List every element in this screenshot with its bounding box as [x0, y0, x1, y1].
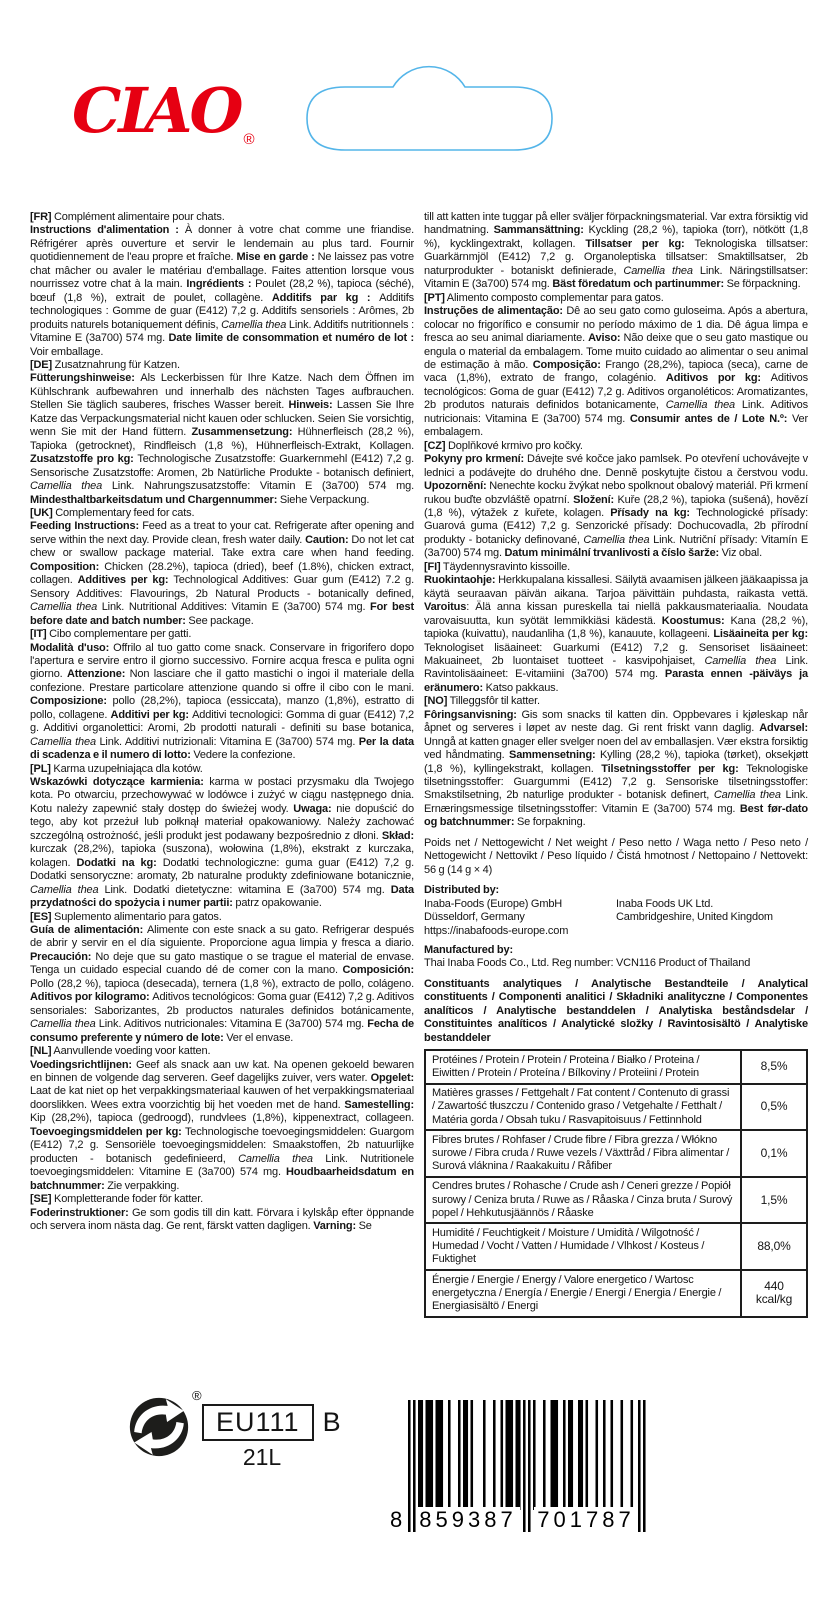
analytical-row-value: 0,5%	[741, 1084, 807, 1131]
text-run: Technologische toevoegingsmiddelen: Guargom (E412) 7,2 g. Sensoriële toevoegingsmiddelen: Smaakstoffen, 2b natuurlijke producten - botanisch gedefinieerd,	[30, 1125, 415, 1165]
text-run: Koostumus:	[661, 614, 731, 627]
right-language-sections	[424, 211, 808, 830]
text-run: Additifs par kg :	[271, 291, 380, 304]
text-run: Non lasciare che il gatto mastichi o ingoi il materiale della confezione. Prestare particolare attenzione quando si offre il cibo con le mani.	[30, 668, 414, 694]
text-run: Lassen Sie Ihre Katze das Verpackungsmaterial nicht kauen oder schlucken. Seien Sie vorsichtig, wenn Sie mit der Hand füttern.	[30, 399, 414, 439]
section-se-header	[30, 1193, 414, 1206]
section-es-header	[30, 911, 414, 924]
section-se-cont-body	[424, 211, 808, 292]
table-row	[425, 1050, 807, 1083]
text-run: [CZ]	[424, 439, 446, 452]
distributor-website: https://inabafoods-europe.com	[424, 924, 569, 937]
text-run: Poulet (28,2 %), tapioca (séché), bœuf (1,8 %), extrait de poulet, collagène.	[30, 278, 414, 304]
text-run: Link. Additifs nutritionnels : Vitamine E (3a700) 574 mg.	[30, 318, 414, 345]
text-run: Přísady na kg:	[610, 506, 697, 519]
text-run: Voir emballage.	[30, 345, 104, 358]
text-run: [DE]	[30, 358, 53, 371]
text-run: Uwaga:	[293, 802, 337, 815]
text-run: kurczak (28,2%), tapioka (suszona), wołowina (1,8%), ekstrakt z kurczaka, kolagen.	[30, 843, 414, 869]
text-run: Foderinstruktioner:	[30, 1206, 132, 1219]
text-run: Modalità d'uso:	[30, 641, 114, 654]
text-run: Camellia thea	[30, 883, 99, 896]
text-run: Alimente con este snack a su gato. Refrigerar después de abrir y servir en el día siguiente. Proporcione agua limpia y fresca a diario.	[30, 924, 414, 950]
net-weight-text: Poids net / Nettogewicht / Net weight / Peso netto / Waga netto / Peso neto / Nettogewicht / Nettovikt / Peso líquido / Čistá hmotnost / Nettopaino / Nettovekt: 56 g (14 g × 4)	[424, 836, 808, 876]
brand-logo-text: CIAO	[72, 74, 241, 147]
text-run: Precaución:	[30, 950, 96, 963]
distributed-by-heading: Distributed by:	[424, 884, 500, 897]
text-run: Attenzione:	[66, 668, 130, 681]
text-run: [SE]	[30, 1193, 52, 1206]
barcode-digits-right: 701787	[534, 1507, 638, 1533]
die-cut-window-outline	[305, 62, 555, 157]
text-run: Instruções de alimentação:	[424, 305, 567, 318]
text-run: Aditivos tecnológicos: Goma de guar (E412) 7,2 g. Aditivos organoléticos: Aromatizantes, 2b produtos naturais definidos botanicamente,	[424, 372, 808, 412]
analytical-row-value: 1,5%	[741, 1177, 807, 1224]
section-de-header	[30, 359, 414, 372]
text-run: Camellia thea	[704, 654, 777, 667]
text-run: Datum minimální trvanlivosti a číslo šarže:	[504, 547, 722, 560]
production-line-code: 21L	[242, 1444, 282, 1470]
text-run: Kyckling (28,2 %), tapioka (torr), nötkött (1,8 %), kycklingextrakt, kollagen.	[424, 224, 809, 250]
text-run: Frango (28,2%), tapioca (seca), carne de vaca (1,8%), extrato de frango, colagénio.	[424, 358, 809, 385]
text-run: Houdbaarheidsdatum en batchnummer:	[30, 1166, 414, 1192]
text-run: Aditivos por kg:	[665, 372, 771, 385]
text-run: Link. Aditivos nutricionales: Vitamina E (3a700) 574 mg.	[95, 1018, 368, 1031]
text-run: Varning:	[313, 1219, 359, 1232]
text-run: Nenechte kocku žvýkat nebo spolknout obalový materiál. Při krmení rukou buďte obzvláště opatrní.	[424, 480, 808, 506]
text-run: Voedingsrichtlijnen:	[30, 1058, 136, 1071]
text-run: Teknologiska tillsatser: Guarkärnmjöl (E412) 7,2 g. Organoleptiska tillsatser: Smaktillsatser, 2b naturprodukter - botaniskt definierade,	[424, 237, 809, 277]
text-run: Feed as a treat to your cat. Refrigerate after opening and serve within the next day. Provide clean, fresh water daily.	[30, 520, 414, 546]
analytical-row-label: Protéines / Protein / Protein / Proteina / Białko / Proteina / Eiwitten / Protein / Proteína / Bílkoviny / Proteiini / Protein	[425, 1050, 741, 1083]
text-run: Link. Nahrungszusatzstoffe: Vitamin E (3a700) 574 mg.	[102, 480, 414, 493]
section-pl-header	[30, 763, 414, 776]
text-run: Link. Ernæringsmessige tilsetningsstoffer: Vitamin E (3a700) 574 mg.	[424, 789, 809, 815]
distributor-eu-name: Inaba-Foods (Europe) GmbH	[424, 897, 563, 910]
text-run: [FR]	[30, 211, 52, 223]
analytical-row-label: Énergie / Energie / Energy / Valore energetico / Wartosc energetyczna / Energía / Energie / Energi / Energia / Energie / Energiasisältö / Energi	[425, 1270, 741, 1317]
text-run: Composizione:	[30, 695, 113, 708]
text-run: Additivi tecnologici: Gomma di guar (E412) 7,2 g. Additivi organolettici: Aromi, 2b prodotti naturali - definiti su base botanica,	[30, 708, 415, 735]
text-run: [IT]	[30, 628, 47, 641]
text-run: Complementary feed for cats.	[52, 506, 195, 519]
analytical-constituents-table	[424, 1049, 808, 1317]
text-run: Täydennysravinto kissoille.	[440, 560, 571, 573]
text-run: Varoitus	[424, 601, 467, 614]
text-run: Samestelling:	[344, 1098, 414, 1111]
table-row	[425, 1177, 807, 1224]
text-run: See package.	[188, 614, 254, 627]
text-run: À donner à votre chat comme une friandise. Réfrigérer après ouverture et servir le lendemain au plus tard. Fournir quotidiennement de l'eau propre et fraîche.	[30, 224, 414, 264]
text-run: Best før-dato og batchnummer:	[424, 802, 808, 829]
section-nl-header	[30, 1045, 414, 1058]
section-no-header	[424, 695, 808, 708]
text-run: Dodatki technologiczne: guma guar (E412) 7,2 g. Dodatki sensoryczne: aromaty, 2b naturalne produkty zdefiniowane botanicznie,	[30, 856, 414, 883]
text-run: Aditivos por kilogramo:	[30, 991, 153, 1004]
text-run: Chicken (28.2%), tapioca (dried), beef (1.8%), chicken extract, collagen.	[30, 560, 414, 587]
text-run: Alimento composto complementar para gatos.	[444, 291, 664, 304]
text-run: Instructions d'alimentation :	[30, 224, 185, 237]
registered-trademark-icon: ®	[243, 131, 255, 148]
text-run: Zie verpakking.	[107, 1179, 180, 1192]
text-run: Cibo complementare per gatti.	[46, 628, 192, 641]
table-row	[425, 1084, 807, 1131]
text-run: Sammansättning:	[493, 224, 589, 237]
section-no-body	[424, 709, 808, 830]
text-run: Ingrédients :	[186, 278, 256, 291]
text-column-left	[30, 211, 414, 1233]
section-fi-body	[424, 574, 808, 695]
text-run: [NL]	[30, 1045, 52, 1058]
section-de-body	[30, 372, 414, 507]
text-run: Link. Nutritional Additives: Vitamin E (3a700) 574 mg.	[97, 601, 371, 614]
text-run: Link. Nutritionele toevoegingsmiddelen: Vitamine E (3a700) 574 mg.	[30, 1152, 415, 1179]
table-row	[425, 1223, 807, 1270]
text-run: Gis som snacks til katten din. Oppbevares i kjøleskap når åpnet og serveres i løpet av neste dag. Gi rent friskt vann daglig.	[424, 708, 808, 735]
text-run: Date limite de consommation et numéro de lot :	[168, 332, 414, 345]
text-run: Não deixe que o seu gato mastique ou engula o material da embalagem. Tome muito cuidado ao alimentar o seu animal de estimação à mão.	[424, 332, 808, 371]
text-run: Camellia thea	[623, 264, 693, 277]
text-run: Camellia thea	[30, 735, 96, 748]
distributor-eu-city: Düsseldorf, Germany	[424, 911, 525, 924]
text-run: Ver el envase.	[226, 1031, 294, 1044]
text-run: Aanvullende voeding voor katten.	[51, 1045, 211, 1058]
text-run: Doplňkové krmivo pro kočky.	[445, 439, 583, 452]
text-run: Link. Näringstillsatser: Vitamin E (3a700) 574 mg.	[424, 264, 808, 291]
section-fr-header	[30, 211, 414, 224]
text-run: [PT]	[424, 291, 445, 304]
text-run: Lisäaineita per kg:	[713, 628, 809, 641]
text-run: Siehe Verpackung.	[279, 493, 370, 506]
approval-code-block	[202, 1404, 382, 1471]
section-pl-body	[30, 776, 414, 911]
text-run: Kompletterande foder för katter.	[51, 1193, 204, 1206]
text-run: Consumir antes de / Lote N.º:	[629, 412, 792, 425]
text-run: Pokyny pro krmení:	[424, 453, 528, 466]
section-pt-header	[424, 292, 808, 305]
text-run: Additifs technologiques : Gomme de guar (E412) 7,2 g. Additifs sensoriels : Arômes, 2b produits naturels botaniquement définis,	[30, 291, 414, 331]
text-run: Link. Dodatki dietetyczne: witamina E (3a700) 574 mg.	[98, 883, 391, 896]
text-run: Composition:	[30, 560, 105, 573]
text-run: Link. Ravintolisäaineet: E-vitamiini (3a700) 574 mg.	[424, 654, 808, 681]
text-run: Aditivos tecnológicos: Goma guar (E412) 7,2 g. Aditivos sensoriales: Saborizantes, 2b productos naturales definidos botánicamente,	[30, 991, 414, 1017]
analytical-row-value: 88,0%	[741, 1223, 807, 1270]
text-run: Fütterungshinweise:	[30, 372, 141, 385]
text-run: Camellia thea	[238, 1152, 313, 1165]
brand-logo	[72, 74, 255, 148]
barcode-digits-left: 859387	[416, 1507, 520, 1533]
text-run: For best before date and batch number:	[30, 601, 414, 627]
text-run: Zusatznahrung für Katzen.	[52, 358, 180, 371]
text-run: Camellia thea	[583, 533, 650, 546]
text-run: Offrilo al tuo gatto come snack. Conservare in frigorifero dopo l'apertura e servire entro il giorno successivo. Fornire acqua fresca e pulita ogni giorno.	[30, 641, 415, 681]
text-run: Tilleggsfôr til katter.	[447, 695, 540, 708]
text-run: Dodatki na kg:	[76, 856, 163, 869]
text-run: Ne laissez pas votre chat mâcher ou avaler le matériau d'emballage. Faites attention lorsque vous nourrissez votre chat à la main.	[30, 251, 414, 291]
table-row	[425, 1270, 807, 1317]
text-run: Zusatzstoffe pro kg:	[30, 453, 138, 466]
text-run: Per la data di scadenza e il numero di lotto:	[30, 735, 414, 762]
text-run: Suplemento alimentario para gatos.	[51, 910, 222, 923]
text-run: Link. Aditivos nutricionais: Vitamina E (3a700) 574 mg.	[424, 399, 808, 425]
text-run: Viz obal.	[721, 547, 762, 560]
analytical-row-label: Cendres brutes / Rohasche / Crude ash / Ceneri grezze / Popiół surowy / Ceniza bruta / Ruwe as / Råaska / Cinza bruta / Surový popel / Hehkutusjäännös / Råaske	[425, 1177, 741, 1224]
text-run: Se forpakning.	[516, 816, 586, 829]
analytical-row-label: Fibres brutes / Rohfaser / Crude fibre / Fibra grezza / Włókno surowe / Fibra cruda / Ruwe vezels / Växttråd / Fibra alimentar / Surová vláknina / Raakakuitu / Råfiber	[425, 1130, 741, 1177]
text-run: Fôringsanvisning:	[424, 708, 522, 721]
text-run: Do not let cat chew or swallow package material. Take extra care when hand feeding.	[30, 533, 414, 560]
text-run: Camellia thea	[665, 399, 736, 412]
text-run: Link. Nutriční přísady: Vitamín E (3a700) 574 mg.	[424, 533, 809, 560]
text-run: Hinweis:	[288, 399, 337, 412]
text-run: Als Leckerbissen für Ihre Katze. Nach dem Öffnen im Kühlschrank aufbewahren und innerhalb des nächsten Tages aufbrauchen. Stellen Sie täglich sauberes, frisches Wasser bereit.	[30, 372, 414, 412]
text-run: Link. Additivi nutrizionali: Vitamina E (3a700) 574 mg.	[95, 735, 359, 748]
section-it-body	[30, 642, 414, 763]
text-run: Wskazówki dotyczące karmienia:	[30, 776, 210, 789]
text-run: Kuře (28,2 %), tapioka (sušená), hovězí (1,8 %), výtažek z kuřete, kolagen.	[424, 493, 808, 519]
text-run: Kip (28,2%), tapioca (gedroogd), rundvlees (1,8%), kippenextract, collageen.	[30, 1112, 414, 1125]
text-run: Dê ao seu gato como guloseima. Após a abertura, colocar no frigorífico e consumir no período máximo de 1 dia. Dê água limpa e fresca ao seu animal diariamente.	[424, 305, 808, 345]
section-pt-body	[424, 305, 808, 440]
table-row	[425, 1130, 807, 1177]
text-run: Advarsel:	[759, 722, 808, 735]
section-fi-header	[424, 561, 808, 574]
text-run: Zusammensetzung:	[191, 426, 298, 439]
text-run: Composição:	[532, 358, 606, 371]
eu-approval-code-box: EU111	[202, 1404, 314, 1441]
section-cz-header	[424, 440, 808, 453]
text-run: Parasta ennen -päiväys ja eränumero:	[424, 668, 808, 694]
text-run: Mise en garde :	[236, 251, 318, 264]
text-run: Camellia thea	[30, 601, 98, 614]
text-run: Vedere la confezione.	[193, 749, 296, 762]
text-run: pollo (28,2%), tapioca (essiccata), manzo (1,8%), estratto di pollo, collagene.	[30, 695, 414, 721]
distributor-uk	[616, 898, 808, 925]
text-run: Composición:	[342, 964, 414, 977]
text-run: Dávejte své kočce jako pamlsek. Po otevření uchovávejte v lednici a podávejte do druhého dne. Denně poskytujte čistou a čerstvou vodu.	[424, 453, 808, 479]
section-cz-body	[424, 453, 808, 561]
text-run: Katso pakkaus.	[485, 681, 559, 694]
text-run: Tilsetningsstoffer per kg:	[601, 762, 747, 775]
text-run: [FI]	[424, 560, 441, 573]
text-run: Ge som godis till din katt. Förvara i kylskåp efter öppnande och servera inom nästa dag. Ge rent, färskt vatten dagligen.	[30, 1206, 414, 1232]
analytical-row-value: 0,1%	[741, 1130, 807, 1177]
text-run: Teknologiset lisäaineet: Guarkumi (E412) 7,2 g. Sensoriset lisäaineet: Makuaineet, 2b luontaiset tuotteet - kasvipohjaiset,	[424, 641, 808, 667]
text-run: Additivi per kg:	[110, 708, 193, 721]
analytical-row-value: 8,5%	[741, 1050, 807, 1083]
text-run: Additives per kg:	[77, 574, 174, 587]
text-run: [UK]	[30, 506, 53, 519]
text-run: Složení:	[573, 493, 618, 506]
text-run: Caution:	[305, 533, 352, 546]
text-run: Camellia thea	[30, 480, 103, 493]
text-run: patrz opakowanie.	[235, 897, 322, 910]
text-run: Ruokintaohje:	[424, 574, 499, 587]
text-run: Unngå at katten gnager eller svelger noen del av emballasjen. Vær ekstra forsiktig ved håndmating.	[424, 735, 808, 762]
analytical-row-value: 440 kcal/kg	[741, 1270, 807, 1317]
green-dot-recycling-icon	[128, 1396, 190, 1458]
text-run: : Älä anna kissan pureskella tai niellä pakkausmateriaalia. Noudata varovaisuutta, kun syötät lemmikkiäsi kädestä.	[424, 601, 808, 627]
text-run: Pollo (28,2 %), tapioca (desecada), ternera (1,8 %), extracto de pollo, colágeno.	[30, 977, 414, 990]
text-run: Camellia thea	[713, 789, 781, 802]
distributor-uk-name: Inaba Foods UK Ltd.	[616, 897, 714, 910]
distributor-uk-city: Cambridgeshire, United Kingdom	[616, 911, 773, 924]
text-run: Ver embalagem.	[424, 412, 808, 439]
text-run: Geef als snack aan uw kat. Na openen gekoeld bewaren en binnen de volgende dag serveren. Geef dagelijks zuiver, vers water.	[30, 1058, 414, 1084]
text-run: nie dopuścić do tego, aby kot przeżuł lub połknął materiał opakowaniowy. Należy zachować szczególną ostrożność, jeśli produkt jest podawany bezpośrednio z dłoni.	[30, 802, 414, 842]
text-column-right	[424, 211, 808, 1318]
section-fr-body	[30, 224, 414, 359]
text-run: [PL]	[30, 762, 51, 775]
text-run: Laat de kat niet op het verpakkingsmateriaal kauwen of het verpakkingsmateriaal doorslikken. Wees extra voorzichtig bij het voeden met de hand.	[30, 1085, 414, 1111]
section-se-body	[30, 1207, 414, 1234]
text-run: Guía de alimentación:	[30, 924, 147, 937]
text-run: Fecha de consumo preferente y número de lote:	[30, 1018, 414, 1044]
section-uk-header	[30, 507, 414, 520]
distributor-europe	[424, 898, 616, 925]
text-run: Data przydatności do spożycia i numer partii:	[30, 883, 414, 910]
text-run: Toevoegingsmiddelen per kg:	[30, 1125, 185, 1138]
manufactured-by-heading: Manufactured by:	[424, 944, 513, 957]
text-run: Opgelet:	[370, 1072, 414, 1084]
recycling-and-plant-codes	[128, 1388, 388, 1498]
text-run: Bäst föredatum och partinummer:	[552, 278, 727, 291]
text-run: Sammensetning:	[509, 749, 600, 762]
text-run: karma w postaci przysmaku dla Twojego kota. Po otwarciu, przechowywać w lodówce i zużyć w ciągu następnego dnia. Kotu należy zapewnić stały dostęp do świeżej wody.	[30, 776, 414, 815]
registered-trademark-icon: ®	[192, 1388, 202, 1403]
text-run: Camellia thea	[221, 318, 287, 331]
text-run: Se förpackning.	[726, 278, 801, 291]
section-uk-body	[30, 520, 414, 628]
text-run: Technological Additives: Guar gum (E412) 7.2 g. Sensory Additives: Flavourings, 2b Natural Products - botanically defined,	[30, 574, 414, 600]
barcode-digit-first: 8	[390, 1507, 403, 1532]
text-run: Aviso:	[588, 332, 624, 345]
text-run: Herkkupalana kissallesi. Säilytä avaamisen jälkeen jääkaapissa ja käytä seuraavan päivän aikana. Tarjoa päivittäin puhdasta, raikasta vettä.	[424, 574, 808, 600]
text-run: Kana (28,2 %), tapioka (kuivattu), naudanliha (1,8 %), kanauute, kollageeni.	[424, 614, 808, 641]
section-it-header	[30, 628, 414, 641]
text-run: Tillsatser per kg:	[585, 237, 695, 250]
text-run: till att katten inte tuggar på eller sväljer förpackningsmaterial. Var extra försiktig vid handmatning.	[424, 211, 808, 237]
barcode	[390, 1400, 654, 1550]
distributor-addresses	[424, 898, 808, 925]
text-run: No deje que su gato mastique o se trague el material de envase. Tenga un cuidado especial cuando dé de comer con la mano.	[30, 950, 414, 977]
section-es-body	[30, 924, 414, 1045]
text-run: Teknologiske tilsetningsstoffer: Guargummi (E412) 7,2 g. Sensoriske tilsetningsstoffer: Smakstilsetning, 2b naturlige produkter - botanisk definert,	[424, 762, 808, 802]
text-run: [NO]	[424, 695, 448, 708]
manufactured-by-line: Thai Inaba Foods Co., Ltd. Reg number: VCN116 Product of Thailand	[424, 957, 751, 970]
section-nl-body	[30, 1059, 414, 1194]
text-run: Complément alimentaire pour chats.	[51, 211, 225, 223]
text-run: Upozornění:	[424, 480, 490, 493]
text-run: Technologické přísady: Guarová guma (E412) 7,2 g. Senzorické přísady: Dochucovadla, 2b přírodní produkty - botanicky definované,	[424, 506, 809, 546]
analytical-row-label: Matières grasses / Fettgehalt / Fat content / Contenuto di grassi / Zawartość tłuszczu / Contenido graso / Vetgehalte / Fetthalt / Matéria gorda / Obsah tuku / Rasvapitoisuus / Fettinnhold	[425, 1084, 741, 1131]
text-run: Mindesthaltbarkeitsdatum und Chargennummer:	[30, 493, 280, 506]
eu-approval-letter: B	[322, 1407, 341, 1437]
text-run: Se	[358, 1219, 372, 1232]
text-run: Karma uzupełniająca dla kotów.	[50, 762, 203, 775]
text-run: Technologische Zusatzstoffe: Guarkernmehl (E412) 7,2 g. Sensorische Zusatzstoffe: Aromen, 2b Natürliche Produkte - botanisch definiert,	[30, 453, 415, 479]
text-run: Camellia thea	[30, 1018, 96, 1031]
analytical-row-label: Humidité / Feuchtigkeit / Moisture / Umidità / Wilgotność / Humedad / Vocht / Vatten / Humidade / Vlhkost / Kosteus / Fuktighet	[425, 1223, 741, 1270]
text-run: Hühnerfleisch (28,2 %), Tapioka (getrocknet), Rindfleisch (1,8 %), Hühnerfleisch-Extrakt, Kollagen.	[30, 426, 414, 452]
text-run: Kylling (28,2 %), tapioka (tørket), oksekjøtt (1,8 %), kyllingekstrakt, kollagen.	[424, 749, 808, 775]
text-run: Skład:	[381, 829, 414, 842]
text-run: [ES]	[30, 910, 52, 923]
analytical-constituents-heading: Constituants analytiques / Analytische Bestandteile / Analytical constituents / Componenti analitici / Składniki analityczne / Componentes analíticos / Analytische bestanddelen / Analytiska beståndsdelar / Constituintes analíticos / Analytické složky / Ravintosisältö / Analytiske bestanddeler	[424, 977, 808, 1044]
text-run: Feeding Instructions:	[30, 520, 143, 533]
